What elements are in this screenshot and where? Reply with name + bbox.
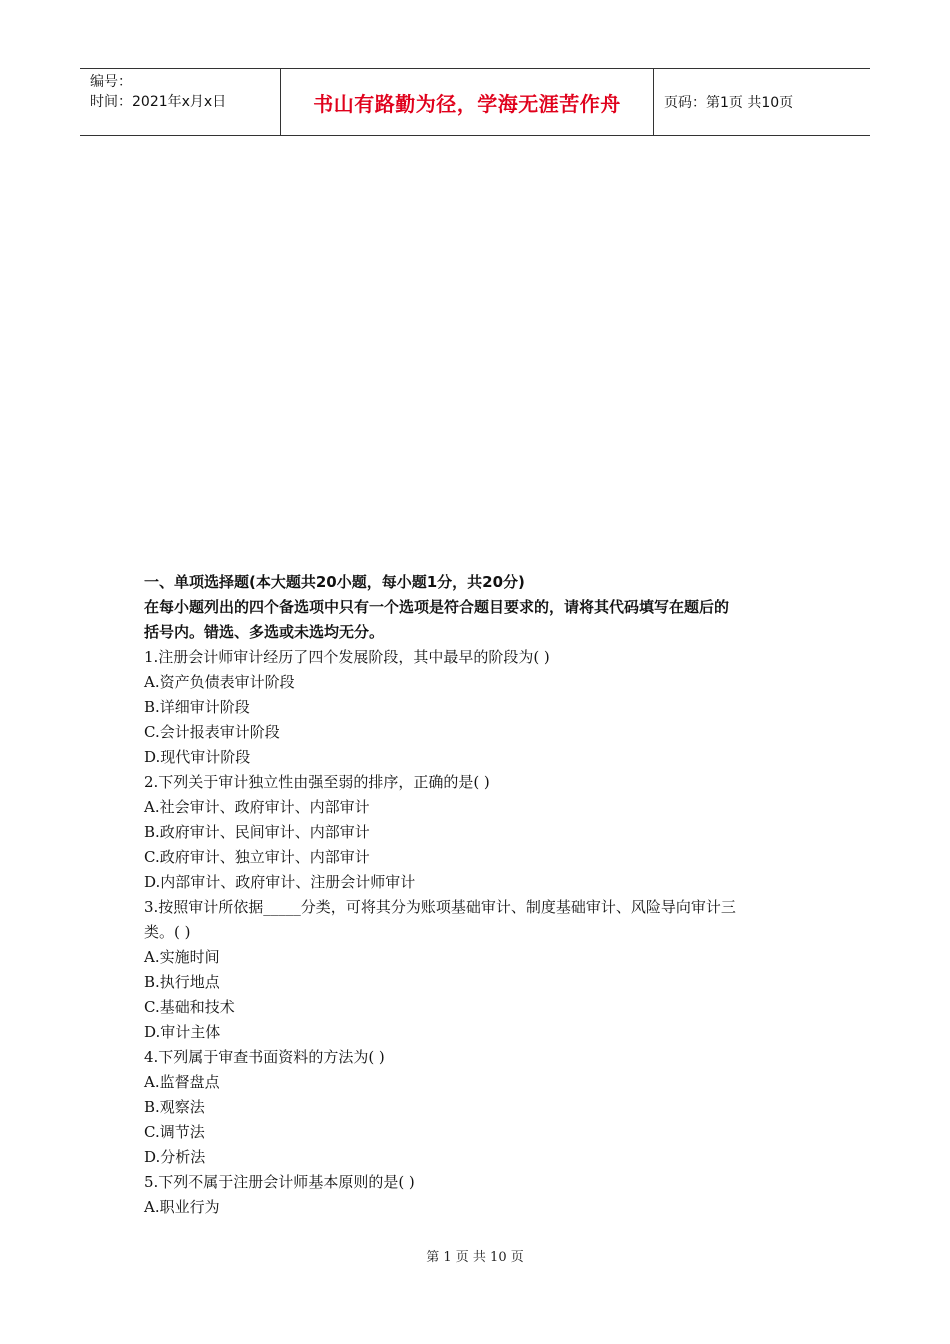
answer-option: 类。( ) [144, 923, 191, 941]
answer-option: C.基础和技术 [144, 998, 235, 1016]
document-header [80, 68, 870, 136]
answer-option: C.调节法 [144, 1123, 205, 1141]
answer-option: B.观察法 [144, 1098, 205, 1116]
answer-option: D.内部审计、政府审计、注册会计师审计 [144, 873, 416, 891]
answer-option: D.分析法 [144, 1148, 206, 1166]
answer-option: B.政府审计、民间审计、内部审计 [144, 823, 370, 841]
answer-option: C.会计报表审计阶段 [144, 723, 280, 741]
section-title: 一、单项选择题(本大题共20小题，每小题1分，共20分) [144, 573, 525, 591]
question-stem: 3.按照审计所依据_____分类，可将其分为账项基础审计、制度基础审计、风险导向审计三 [144, 898, 736, 916]
instruction-line: 括号内。错选、多选或未选均无分。 [144, 623, 385, 641]
question-list [144, 645, 824, 1220]
header-page-cell [654, 69, 870, 135]
answer-option: A.职业行为 [144, 1198, 220, 1216]
time-label: 时间：2021年x月x日 [90, 94, 227, 110]
header-motto-cell [281, 69, 654, 135]
answer-option: A.监督盘点 [144, 1073, 220, 1091]
question-stem: 4.下列属于审查书面资料的方法为( ) [144, 1048, 385, 1066]
answer-option: A.社会审计、政府审计、内部审计 [144, 798, 370, 816]
question-stem: 1.注册会计师审计经历了四个发展阶段，其中最早的阶段为( ) [144, 648, 550, 666]
answer-option: B.详细审计阶段 [144, 698, 250, 716]
header-meta [80, 69, 281, 135]
answer-option: A.实施时间 [144, 948, 220, 966]
number-label: 编号： [90, 74, 132, 90]
page-code: 页码：第1页 共10页 [664, 95, 794, 111]
answer-option: A.资产负债表审计阶段 [144, 673, 295, 691]
answer-option: D.审计主体 [144, 1023, 221, 1041]
question-stem: 2.下列关于审计独立性由强至弱的排序，正确的是( ) [144, 773, 490, 791]
answer-option: D.现代审计阶段 [144, 748, 251, 766]
answer-option: B.执行地点 [144, 973, 220, 991]
instruction-line: 在每小题列出的四个备选项中只有一个选项是符合题目要求的，请将其代码填写在题后的 [144, 598, 730, 616]
page-footer: 第 1 页 共 10 页 [426, 1250, 524, 1265]
motto-text: 书山有路勤为径，学海无涯苦作舟 [313, 91, 621, 116]
document-body [144, 570, 824, 1220]
question-stem: 5.下列不属于注册会计师基本原则的是( ) [144, 1173, 415, 1191]
answer-option: C.政府审计、独立审计、内部审计 [144, 848, 370, 866]
